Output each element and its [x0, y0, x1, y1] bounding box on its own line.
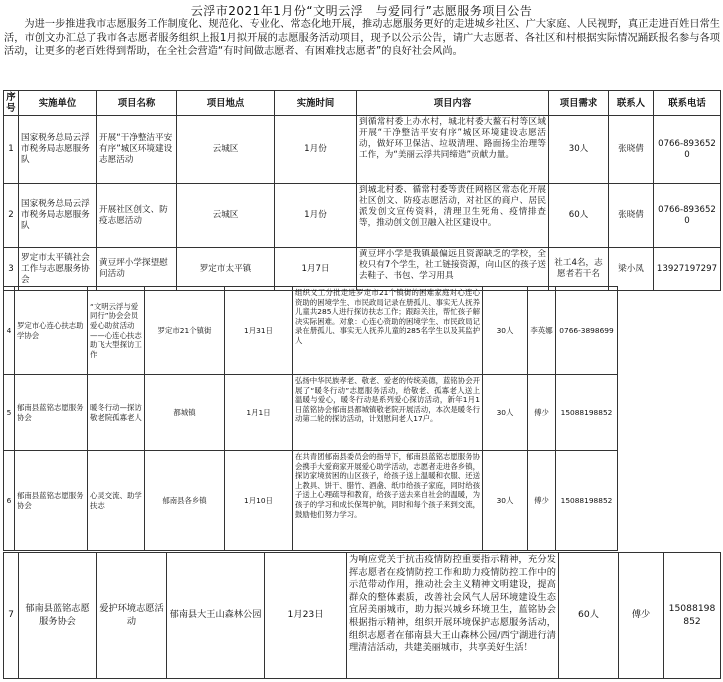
row-contact: 傅少	[528, 451, 556, 551]
row-content: 组织义工分批走进罗定市21个镇街的困难家庭对心连心资助的困境学生、市民政局记录在册孤儿、事实无人抚养儿童共285人进行探访扶志工作；跟踪关注，帮忙孩子解决实际困难。对象：心连心资助的困境学生、市民政局记录在册孤儿、事实无人抚养儿童的285名学生以及其监护人	[293, 287, 483, 375]
row-contact: 张晓倩	[609, 116, 654, 184]
row-contact: 张晓倩	[609, 184, 654, 248]
row-time: 1月1日	[225, 375, 293, 451]
row-no: 7	[4, 553, 19, 679]
project-table-main	[3, 90, 721, 291]
project-table-last	[3, 552, 721, 679]
row-time: 1月23日	[265, 553, 347, 679]
header-contact: 联系人	[609, 91, 654, 116]
row-phone: 13927197297	[654, 248, 721, 291]
row-contact: 梁小凤	[609, 248, 654, 291]
row-phone: 0766-8936520	[654, 116, 721, 184]
table-row	[4, 553, 721, 679]
row-name: 开展“干净整洁平安有序”城区环境建设志愿活动	[97, 116, 177, 184]
row-name: “文明云浮与爱同行”协会会员爱心助贫活动——心连心扶志助飞大型探访工作	[88, 287, 145, 375]
row-content: 为响应党关于抗击疫情防控重要指示精神，充分发挥志愿者在疫情防控工作和助力疫情防控工作中的示范带动作用，推动社会主义精神文明建设，提高群众的整体素质，改善社会风气人居环境建设生态宜居美丽城市，助力振兴城乡环境卫生，蓝铭协会根据指示精神，组织开展环境保护志愿服务活动，组织志愿者在郁南县大王山森林公园/西宁湖进行清理清洁活动，共建美丽城市，共享美好生活！	[347, 553, 559, 679]
row-place: 都城镇	[145, 375, 225, 451]
row-place: 郁南县各乡镇	[145, 451, 225, 551]
row-demand: 30人	[483, 451, 528, 551]
table-row	[4, 116, 721, 184]
header-phone: 联系电话	[654, 91, 721, 116]
row-contact: 李英娜	[528, 287, 556, 375]
row-demand: 30人	[483, 287, 528, 375]
row-demand: 60人	[549, 184, 609, 248]
row-name: 黄豆坪小学探望慰问活动	[97, 248, 177, 291]
row-place: 罗定市21个镇街	[145, 287, 225, 375]
row-name: 爱护环境志愿活动	[97, 553, 167, 679]
table-row	[4, 248, 721, 291]
row-org: 罗定市心连心扶志助学协会	[15, 287, 88, 375]
row-time: 1月份	[275, 116, 357, 184]
row-time: 1月7日	[275, 248, 357, 291]
row-no: 3	[4, 248, 19, 291]
row-place: 云城区	[177, 184, 275, 248]
row-place: 云城区	[177, 116, 275, 184]
row-content: 在共青团郁南县委员会的指导下，郁南县蓝铭志愿服务协会携手大爱商家开展爱心助学活动，志愿者走进各乡镇，探访家境贫困的山区孩子，给孩子送上温暖和衣服、还送上教具、饼干、腊竹、酒盏、纸巾给孩子家庭，同时给孩子送上心理疏导和教育，给孩子送去来自社会的温暖，为孩子的学习和成长保驾护航，同时和每个孩子来到交流，鼓励他们努力学习。	[293, 451, 483, 551]
row-no: 6	[4, 451, 15, 551]
row-org: 郁南县蓝铭志愿服务协会	[15, 451, 88, 551]
row-name: 暖冬行动—探访敬老院孤寡老人	[88, 375, 145, 451]
row-phone: 0766-3898699	[556, 287, 618, 375]
row-demand: 30人	[483, 375, 528, 451]
table-row	[4, 287, 618, 375]
row-contact: 傅少	[528, 375, 556, 451]
row-time: 1月份	[275, 184, 357, 248]
row-org: 国家税务总局云浮市税务局志愿服务队	[19, 184, 97, 248]
row-time: 1月31日	[225, 287, 293, 375]
row-org: 罗定市太平镇社会工作与志愿服务协会	[19, 248, 97, 291]
page-title: 云浮市2021年1月份“文明云浮 与爱同行”志愿服务项目公告	[190, 4, 533, 18]
row-no: 5	[4, 375, 15, 451]
row-phone: 15088198852	[556, 375, 618, 451]
row-place: 罗定市太平镇	[177, 248, 275, 291]
row-content: 到城北村委、循常村委等责任网格区常态化开展社区创文、防疫志愿活动，对社区的商户、居民派发创文宣传资料，清理卫生死角、疫情排查等，推动创文创卫融入社区建设中。	[357, 184, 549, 248]
row-content: 弘扬中华民族孝老、敬老、爱老的传统美德，蓝铭协会开展了“暖冬行动”志愿服务活动，给敬老、孤寡老人送上温暖与爱心，暖冬行动是系列爱心探访活动，新年1月1日蓝铭协会郁南县都城镇敬老院开展活动，本次是暖冬行动第二轮的探访活动，计划慰问老人17户。	[293, 375, 483, 451]
row-contact: 傅少	[619, 553, 664, 679]
row-name: 开展社区创文、防疫志愿活动	[97, 184, 177, 248]
table-header-row	[4, 91, 721, 116]
row-org: 郁南县蓝铭志愿服务协会	[19, 553, 97, 679]
header-demand: 项目需求	[549, 91, 609, 116]
row-no: 1	[4, 116, 19, 184]
row-content-text: 黄豆坪小学是我镇最偏远且资源缺乏的学校，全校只有7个学生，社工链接资源，向山区的孩子送去鞋子、书包、学习用具	[359, 249, 546, 281]
intro-paragraph: 为进一步推进我市志愿服务工作制度化、规范化、专业化、常态化地开展，推动志愿服务更好的走进城乡社区、广大家庭、人民视野，真正走进百姓日常生活，市创文办汇总了我市各志愿者服务组织上报1月拟开展的志愿服务活动项目，现予以公示公告，请广大志愿者、各社区和村根据实际情况踊跃报名参与各项活动，让更多的老百姓得到帮助，在全社会营造“有时间做志愿者、有困难找志愿者”的良好社会风尚。	[4, 19, 720, 58]
row-content	[357, 248, 549, 291]
row-no: 2	[4, 184, 19, 248]
project-table-scaled	[3, 286, 618, 551]
header-no: 序号	[4, 91, 19, 116]
header-place: 项目地点	[177, 91, 275, 116]
header-name: 项目名称	[97, 91, 177, 116]
row-phone: 15088198852	[664, 553, 721, 679]
row-time: 1月10日	[225, 451, 293, 551]
row-demand: 社工4名，志愿者若干名	[549, 248, 609, 291]
row-content: 到循常村委上办水村，城北村委大鳌石村等区域开展“干净整洁平安有序”城区环境建设志愿活动，做好环卫保洁、垃圾清理、路面扬尘治理等工作，为“美丽云浮共同缔造”贡献力量。	[357, 116, 549, 184]
row-demand: 30人	[549, 116, 609, 184]
row-org: 国家税务总局云浮市税务局志愿服务队	[19, 116, 97, 184]
row-name: 心灵交流、助学扶志	[88, 451, 145, 551]
header-time: 实施时间	[275, 91, 357, 116]
row-demand: 60人	[559, 553, 619, 679]
header-org: 实施单位	[19, 91, 97, 116]
row-phone: 0766-8936520	[654, 184, 721, 248]
table-row	[4, 451, 618, 551]
table-row	[4, 375, 618, 451]
row-place: 郁南县大王山森林公园	[167, 553, 265, 679]
row-phone: 15088198852	[556, 451, 618, 551]
row-no: 4	[4, 287, 15, 375]
table-row	[4, 184, 721, 248]
header-content: 项目内容	[357, 91, 549, 116]
row-org: 郁南县蓝铭志愿服务协会	[15, 375, 88, 451]
